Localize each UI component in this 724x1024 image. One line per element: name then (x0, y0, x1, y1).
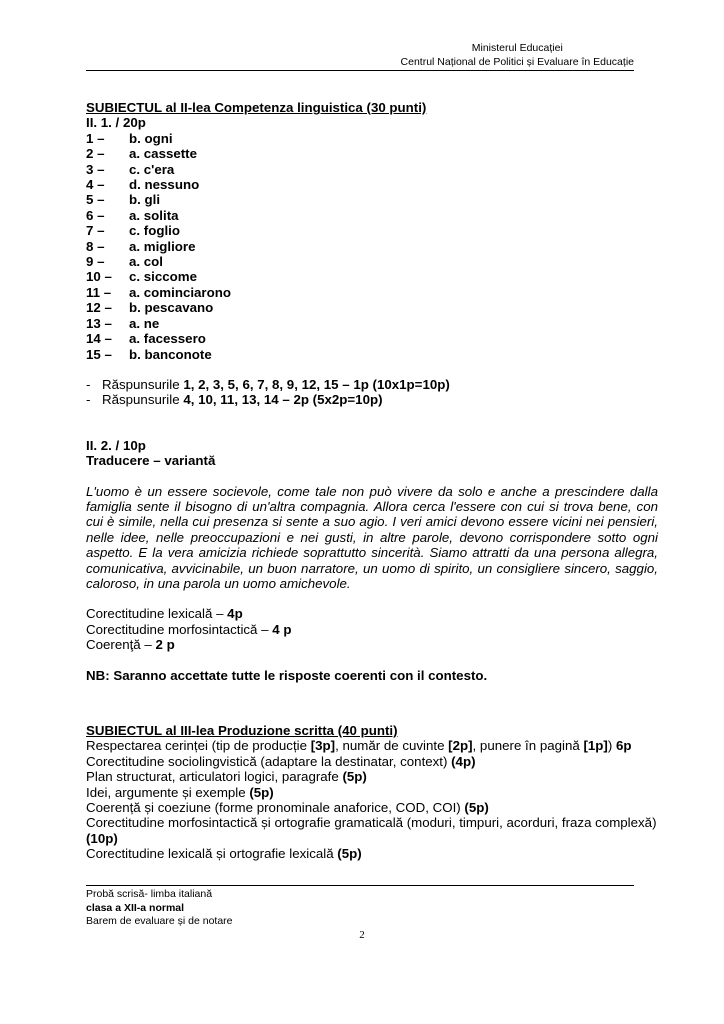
answer-row (86, 285, 658, 300)
answer-number: 3 – (86, 161, 105, 177)
answer-row (86, 146, 658, 161)
item-text: Coerență și coeziune (forme pronominale anaforice, COD, COI) (86, 800, 465, 816)
section3-item (86, 754, 658, 769)
answer-text: b. pescavano (129, 300, 214, 316)
scoring-list (86, 377, 658, 408)
answer-row (86, 254, 658, 269)
answer-row (86, 331, 658, 346)
answer-text: a. solita (129, 207, 179, 223)
answer-text: a. migliore (129, 238, 196, 254)
answer-text: a. cominciarono (129, 284, 231, 300)
item-points: (5p) (337, 846, 362, 862)
answer-number: 12 – (86, 300, 112, 316)
answer-row (86, 239, 658, 254)
item-text: Plan structurat, articulatori logici, paragrafe (86, 769, 343, 785)
document-footer (86, 888, 233, 929)
answer-row (86, 347, 658, 362)
section3-item (86, 800, 658, 815)
translation-label: Traducere – variantă (86, 453, 216, 469)
answer-text: d. nessuno (129, 177, 200, 193)
answer-text: b. gli (129, 192, 161, 208)
answer-row (86, 162, 658, 177)
answer-number: 2 – (86, 146, 105, 162)
scoring-points: 4, 10, 11, 13, 14 – 2p (5x2p=10p) (183, 392, 383, 408)
scoring-prefix: Răspunsurile (102, 376, 184, 392)
scoring-item (86, 377, 658, 392)
criterion-points: 4 p (272, 621, 292, 637)
answer-number: 1 – (86, 130, 105, 146)
answer-row (86, 300, 658, 315)
section3-items (86, 754, 658, 862)
footer-class: clasa a XII-a normal (86, 901, 185, 914)
item-text: Corectitudine sociolingvistică (adaptare la destinatar, context) (86, 753, 452, 769)
note: NB: Saranno accettate tutte le risposte coerenti con il contesto. (86, 667, 488, 683)
answer-row (86, 131, 658, 146)
item-points: (5p) (464, 800, 489, 816)
criterion (86, 637, 658, 652)
answer-number: 6 – (86, 207, 105, 223)
answer-text: a. cassette (129, 146, 198, 162)
translation-text: L'uomo è un essere socievole, come tale non può vivere da solo e anche a prescindere dalla famiglia sente il bisogno di un'altra compagnia. Allora cerca l'essere con cui si trova bene, con cui è simile, nella cui presenza si sente a suo agio. I veri amici devono essere vicini nei pensieri, nelle idee, nelle preoccupazioni e nei gusti, in altre parole, devono corrispondere sotto ogni aspetto. E la vera amicizia richiede soprattutto sincerità. Siamo attratti da una persona allegra, comunicativa, avvicinabile, un buon narratore, un uomo di spirito, un consigliere sincero, saggio, caloroso, in una parola un uomo amichevole. (86, 483, 658, 591)
section3-item (86, 769, 658, 784)
scoring-text (102, 377, 450, 392)
page-content (86, 100, 658, 862)
criterion-points: 2 p (155, 637, 175, 653)
answer-number: 10 – (86, 269, 112, 285)
footer-exam: Probă scrisă- limba italiană (86, 888, 213, 900)
answer-row (86, 208, 658, 223)
scoring-item (86, 392, 658, 407)
answer-number: 8 – (86, 238, 105, 254)
answer-number: 9 – (86, 254, 105, 270)
bullet-dash: - (86, 376, 91, 392)
answer-number: 4 – (86, 177, 105, 193)
section3-item (86, 846, 658, 861)
bullet-dash: - (86, 392, 91, 408)
header-center: Centrul Național de Politici și Evaluare în Educație (400, 56, 634, 68)
answer-text: a. ne (129, 315, 160, 331)
answer-text: c. siccome (129, 269, 198, 285)
item-text: Corectitudine lexicală și ortografie lexicală (86, 846, 338, 862)
answer-text: a. col (129, 254, 163, 270)
scoring-text (102, 392, 383, 407)
answer-row (86, 269, 658, 284)
scoring-prefix: Răspunsurile (102, 392, 184, 408)
section2-title: SUBIECTUL al II-lea Competenza linguistica (30 punti) (86, 100, 427, 115)
item-text: Idei, argumente și exemple (86, 784, 250, 800)
criterion-points: 4p (227, 606, 243, 622)
item-text: Corectitudine morfosintactică și ortografie gramaticală (moduri, timpuri, acorduri, fraza complexă) (86, 815, 657, 831)
answer-row (86, 223, 658, 238)
answer-number: 15 – (86, 346, 112, 362)
answer-text: b. banconote (129, 346, 212, 362)
item-points: (4p) (451, 753, 476, 769)
criterion-label: Corectitudine lexicală – (86, 606, 228, 622)
section3-item (86, 815, 658, 846)
header-ministry: Ministerul Educației (471, 42, 563, 54)
part1-title: II. 1. / 20p (86, 115, 146, 131)
answer-text: b. ogni (129, 130, 173, 146)
answer-number: 13 – (86, 315, 112, 331)
answer-row (86, 192, 658, 207)
criteria-list (86, 606, 658, 652)
section3-item: Respectarea cerinței (tip de producție [3p], număr de cuvinte [2p], punere în pagină [1p]) 6p (86, 738, 632, 754)
answer-number: 5 – (86, 192, 105, 208)
answer-number: 14 – (86, 331, 112, 347)
scoring-points: 1, 2, 3, 5, 6, 7, 8, 9, 12, 15 – 1p (10x1p=10p) (183, 376, 450, 392)
answer-text: c. foglio (129, 223, 180, 239)
criterion (86, 606, 658, 621)
answer-number: 7 – (86, 223, 105, 239)
answer-number: 11 – (86, 284, 112, 300)
part2-title: II. 2. / 10p (86, 437, 146, 453)
answer-text: c. c'era (129, 161, 175, 177)
document-header (401, 41, 634, 69)
answer-row (86, 316, 658, 331)
item-points: (10p) (86, 830, 118, 846)
item-points: (5p) (342, 769, 367, 785)
header-divider (86, 70, 634, 71)
section3-title: SUBIECTUL al III-lea Produzione scritta (40 punti) (86, 723, 398, 738)
footer-barem: Barem de evaluare și de notare (86, 915, 233, 927)
page-number: 2 (359, 929, 365, 941)
section3-item (86, 785, 658, 800)
answer-list (86, 131, 658, 362)
criterion-label: Coerenţă – (86, 637, 156, 653)
item-points: (5p) (249, 784, 274, 800)
criterion (86, 622, 658, 637)
answer-row (86, 177, 658, 192)
criterion-label: Corectitudine morfosintactică – (86, 621, 273, 637)
answer-text: a. facessero (129, 331, 206, 347)
footer-divider (86, 885, 634, 886)
